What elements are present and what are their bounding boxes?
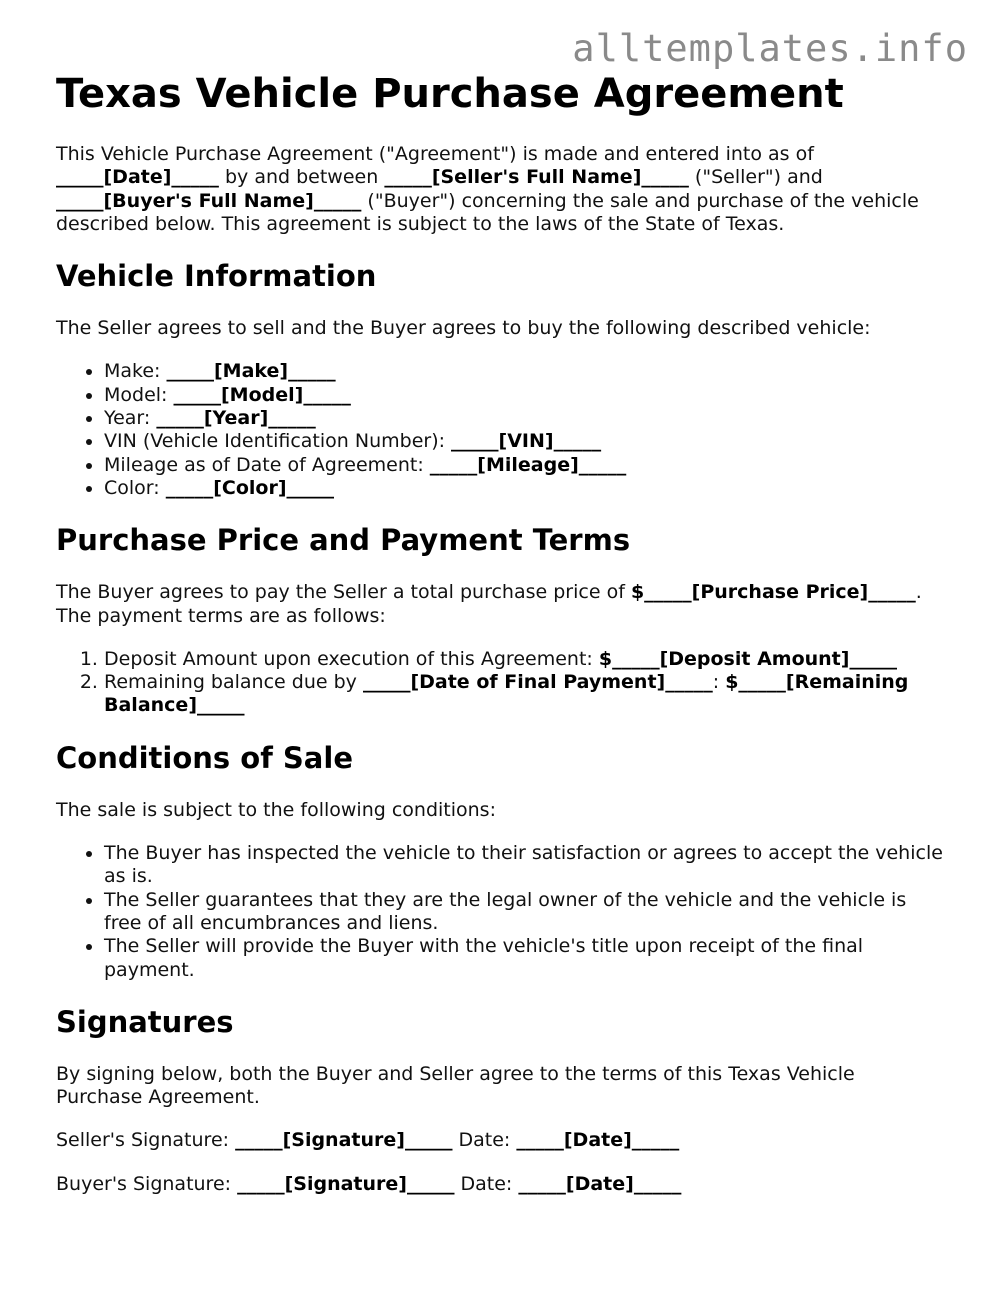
- seller-name-field: _____[Seller's Full Name]_____: [384, 166, 689, 189]
- item-label: Mileage as of Date of Agreement:: [104, 453, 430, 476]
- list-item: [104, 671, 946, 718]
- buyer-name-field: _____[Buyer's Full Name]_____: [56, 189, 362, 212]
- item-label: Make:: [104, 360, 167, 383]
- payment-terms-list: [56, 648, 946, 718]
- agreement-date-field: _____[Date]_____: [56, 166, 219, 189]
- list-item: [104, 430, 946, 453]
- signatures-intro: By signing below, both the Buyer and Seller agree to the terms of this Texas Vehicle Purchase Agreement.: [56, 1062, 855, 1109]
- list-item: [104, 648, 946, 671]
- item-label: Year:: [104, 407, 157, 430]
- model-field: _____[Model]_____: [173, 383, 351, 406]
- remaining-balance-field: $_____[Remaining Balance]_____: [104, 671, 909, 717]
- list-item: [104, 454, 946, 477]
- deposit-amount-field: $_____[Deposit Amount]_____: [598, 647, 897, 670]
- list-item: [104, 384, 946, 407]
- conditions-heading: Conditions of Sale: [56, 740, 353, 775]
- document: [56, 70, 946, 1196]
- seller-signature-label: Seller's Signature:: [56, 1129, 236, 1152]
- make-field: _____[Make]_____: [166, 360, 336, 383]
- final-payment-date-field: _____[Date of Final Payment]_____: [362, 671, 713, 694]
- seller-signature-field: _____[Signature]_____: [235, 1129, 453, 1152]
- buyer-date-field: _____[Date]_____: [518, 1172, 682, 1195]
- seller-date-label: Date:: [452, 1129, 517, 1152]
- conditions-list: [56, 842, 946, 982]
- seller-date-field: _____[Date]_____: [516, 1129, 680, 1152]
- color-field: _____[Color]_____: [165, 476, 335, 499]
- item-label: Color:: [104, 476, 166, 499]
- intro-text-3: ("Seller") and: [688, 166, 823, 189]
- item-label: Model:: [104, 383, 174, 406]
- purchase-price-field: $_____[Purchase Price]_____: [630, 581, 916, 604]
- vehicle-list: [56, 360, 946, 500]
- intro-paragraph: [56, 143, 946, 236]
- list-item: • The Buyer has inspected the vehicle to their satisfaction or agrees to accept the vehicle as is.: [104, 842, 946, 889]
- page-title: Texas Vehicle Purchase Agreement: [56, 71, 844, 117]
- list-item: [104, 407, 946, 430]
- intro-text-4: ("Buyer") concerning the sale and purchase of the vehicle described below. This agreement is subject to the laws of the State of Texas.: [56, 189, 919, 235]
- vehicle-intro: The Seller agrees to sell and the Buyer agrees to buy the following described vehicle:: [56, 317, 871, 340]
- watermark: alltemplates.info: [572, 27, 968, 70]
- balance-label: Remaining balance due by: [104, 671, 363, 694]
- price-text-1: The Buyer agrees to pay the Seller a total purchase price of: [56, 581, 631, 604]
- list-item: • The Seller will provide the Buyer with the vehicle's title upon receipt of the final payment.: [104, 935, 946, 982]
- conditions-intro: The sale is subject to the following conditions:: [56, 798, 496, 821]
- price-text-2: . The payment terms are as follows:: [56, 581, 922, 627]
- signatures-heading: Signatures: [56, 1004, 234, 1039]
- deposit-label: Deposit Amount upon execution of this Agreement:: [104, 647, 599, 670]
- seller-signature-line: [56, 1129, 946, 1152]
- mileage-field: _____[Mileage]_____: [429, 453, 627, 476]
- list-item: • The Seller guarantees that they are the legal owner of the vehicle and the vehicle is free of all encumbrances and liens.: [104, 889, 946, 936]
- intro-text-1: This Vehicle Purchase Agreement ("Agreement") is made and entered into as of: [56, 143, 814, 165]
- price-heading: Purchase Price and Payment Terms: [56, 523, 631, 558]
- buyer-signature-label: Buyer's Signature:: [56, 1172, 238, 1195]
- item-label: VIN (Vehicle Identification Number):: [104, 430, 452, 453]
- price-paragraph: [56, 581, 946, 628]
- vehicle-heading: Vehicle Information: [56, 259, 377, 294]
- list-item: [104, 477, 946, 500]
- buyer-date-label: Date:: [454, 1172, 519, 1195]
- buyer-signature-line: [56, 1173, 946, 1196]
- balance-separator: :: [712, 671, 726, 694]
- buyer-signature-field: _____[Signature]_____: [237, 1172, 455, 1195]
- intro-text-2: by and between: [218, 166, 385, 189]
- list-item: [104, 360, 946, 383]
- vin-field: _____[VIN]_____: [451, 430, 602, 453]
- year-field: _____[Year]_____: [156, 407, 316, 430]
